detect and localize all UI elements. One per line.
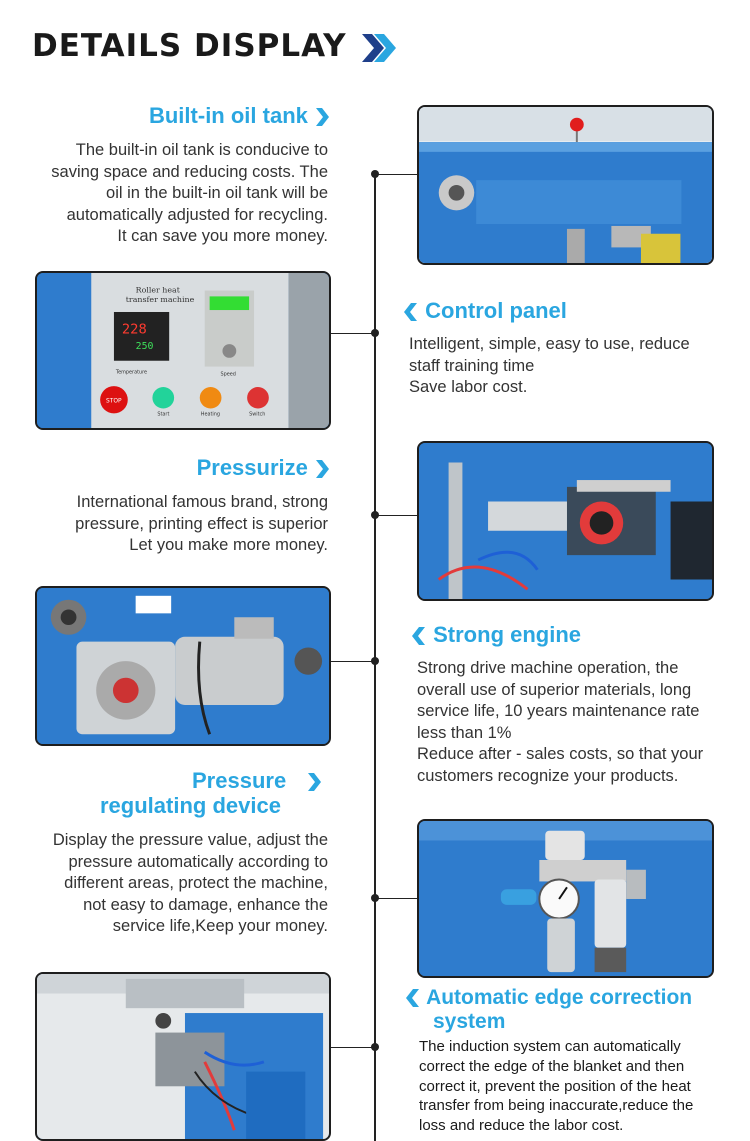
section-title-line2: regulating device bbox=[100, 793, 281, 818]
chevron-right-icon bbox=[314, 107, 330, 127]
section-title-line1: Pressure bbox=[192, 768, 287, 793]
section-heading-edge-correction bbox=[405, 986, 692, 1034]
connector-line bbox=[378, 898, 418, 899]
description-line: saving space and reducing costs. The bbox=[51, 162, 328, 181]
description-line: transfer from being inaccurate,reduce the bbox=[419, 1097, 694, 1115]
section-title: Pressurize bbox=[196, 455, 308, 480]
connector-line bbox=[330, 1047, 374, 1048]
panel-label-line1: Roller heat bbox=[135, 285, 180, 295]
description-line: pressure, printing effect is superior bbox=[75, 514, 328, 533]
description-line: The induction system can automatically bbox=[419, 1038, 681, 1055]
temperature-display: 228 bbox=[121, 321, 147, 338]
description-line: not easy to damage, enhance the bbox=[83, 895, 328, 914]
heating-label: Heating bbox=[200, 411, 221, 418]
chevron-left-icon bbox=[403, 302, 419, 322]
control-panel-photo bbox=[35, 271, 331, 430]
section-heading-oil-tank bbox=[149, 103, 330, 128]
description-line: pressure automatically according to bbox=[68, 852, 328, 871]
description-line: It can save you more money. bbox=[117, 227, 328, 245]
section-heading-control-panel bbox=[403, 298, 567, 323]
speed-label: Speed bbox=[220, 371, 236, 378]
panel-label-line2: transfer machine bbox=[125, 295, 195, 305]
description-line: Intelligent, simple, easy to use, reduce bbox=[409, 335, 690, 353]
description-line: staff training time bbox=[409, 356, 535, 375]
connector-line bbox=[330, 661, 374, 662]
description-line: Display the pressure value, adjust the bbox=[52, 831, 328, 849]
chevron-right-icon bbox=[306, 772, 322, 792]
section-title-line1: Automatic edge correction bbox=[426, 986, 693, 1009]
start-label: Start bbox=[157, 411, 170, 418]
switch-label: Switch bbox=[249, 411, 266, 418]
section-description-oil-tank bbox=[51, 140, 328, 248]
description-line: oil in the built-in oil tank will be bbox=[106, 184, 328, 202]
section-description-edge-correction bbox=[419, 1037, 693, 1136]
edge-correction-photo bbox=[35, 972, 331, 1141]
section-description-pressurize bbox=[75, 492, 328, 557]
pressurize-photo bbox=[417, 441, 714, 601]
section-description-control-panel bbox=[409, 334, 690, 399]
description-line: The built-in oil tank is conducive to bbox=[75, 141, 328, 159]
temperature-label: Temperature bbox=[115, 369, 148, 376]
section-title: Strong engine bbox=[433, 622, 582, 647]
section-title: Built-in oil tank bbox=[148, 103, 308, 128]
section-heading-pressure-regulating bbox=[100, 768, 330, 818]
description-line: Save labor cost. bbox=[409, 378, 528, 396]
description-line: service life, 10 years maintenance rate bbox=[417, 702, 700, 720]
section-heading-strong-engine bbox=[411, 622, 581, 647]
description-line: correct it, prevent the position of the heat bbox=[419, 1077, 691, 1095]
description-line: Strong drive machine operation, the bbox=[417, 659, 679, 677]
description-line: loss and reduce the labor cost. bbox=[419, 1117, 624, 1135]
description-line: customers recognize your products. bbox=[417, 766, 679, 785]
stop-button-label: STOP bbox=[106, 398, 122, 405]
oil-tank-photo bbox=[417, 105, 714, 265]
connector-line bbox=[378, 515, 418, 516]
chevron-left-icon bbox=[411, 626, 427, 646]
description-line: overall use of superior materials, long bbox=[417, 680, 692, 699]
description-line: Let you make more money. bbox=[129, 536, 328, 554]
description-line: correct the edge of the blanket and then bbox=[419, 1057, 685, 1075]
description-line: Reduce after - sales costs, so that your bbox=[417, 745, 704, 763]
section-title-line2: system bbox=[433, 1010, 506, 1033]
temperature-setpoint: 250 bbox=[135, 341, 154, 353]
pressure-regulator-photo bbox=[417, 819, 714, 978]
description-line: service life,Keep your money. bbox=[112, 917, 328, 935]
connector-line bbox=[330, 333, 374, 334]
engine-photo bbox=[35, 586, 331, 746]
description-line: automatically adjusted for recycling. bbox=[66, 205, 328, 224]
chevron-right-icon bbox=[314, 459, 330, 479]
description-line: less than 1% bbox=[417, 723, 512, 742]
section-description-pressure-regulating bbox=[53, 830, 328, 938]
section-title: Control panel bbox=[425, 298, 567, 323]
section-heading-pressurize bbox=[197, 455, 330, 480]
description-line: International famous brand, strong bbox=[76, 493, 328, 511]
section-description-strong-engine bbox=[417, 658, 703, 787]
page-title: DETAILS DISPLAY bbox=[32, 28, 347, 64]
double-chevron-right-icon bbox=[360, 30, 400, 66]
description-line: different areas, protect the machine, bbox=[64, 874, 328, 892]
chevron-left-icon bbox=[405, 988, 421, 1008]
connector-line bbox=[378, 174, 418, 175]
